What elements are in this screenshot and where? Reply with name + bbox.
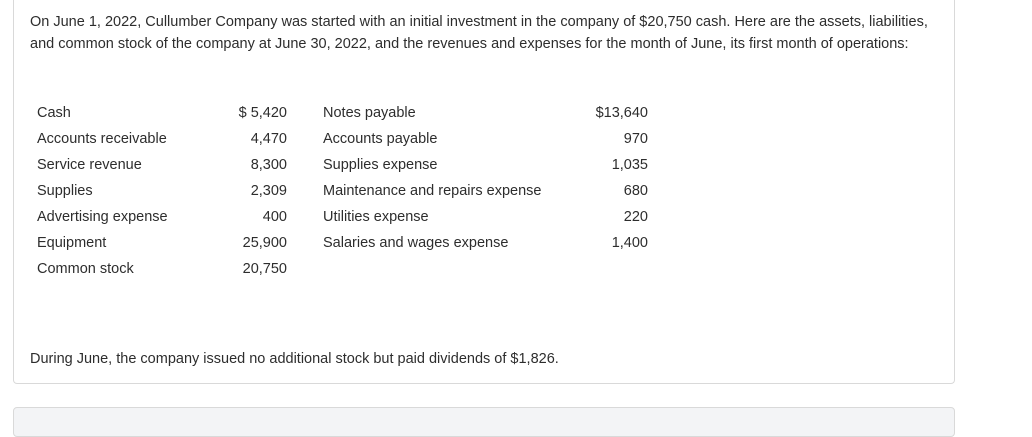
account-value: 25,900 xyxy=(242,235,287,251)
table-row xyxy=(37,178,648,204)
table-row xyxy=(37,126,648,152)
problem-card xyxy=(13,0,955,384)
table-row xyxy=(37,256,648,282)
problem-intro: On June 1, 2022, Cullumber Company was started with an initial investment in the company of $20,750 cash. Here are the assets, liabilities, and common stock of the company at June 30, 2022, and the revenues and expenses for the month of June, its first month of operations: xyxy=(30,14,928,52)
table-row xyxy=(37,100,648,126)
account-label: Common stock xyxy=(37,261,134,277)
account-value: 20,750 xyxy=(242,261,287,277)
account-value: 220 xyxy=(623,209,648,225)
account-label: Supplies expense xyxy=(323,157,438,173)
table-row xyxy=(37,152,648,178)
account-value: 1,400 xyxy=(611,235,648,251)
account-value: 970 xyxy=(623,131,648,147)
account-label: Cash xyxy=(37,105,71,121)
next-section-card xyxy=(13,407,955,437)
account-label: Advertising expense xyxy=(37,209,168,225)
account-value: $13,640 xyxy=(595,105,648,121)
account-value: 680 xyxy=(623,183,648,199)
account-label: Service revenue xyxy=(37,157,142,173)
account-label: Accounts payable xyxy=(323,131,438,147)
account-label: Utilities expense xyxy=(323,209,429,225)
account-value: 4,470 xyxy=(250,131,287,147)
account-value: 1,035 xyxy=(611,157,648,173)
account-balances-table xyxy=(37,100,648,282)
account-label: Maintenance and repairs expense xyxy=(323,183,542,199)
account-value: 400 xyxy=(262,209,287,225)
account-label xyxy=(323,256,573,282)
account-value xyxy=(573,256,648,282)
account-label: Supplies xyxy=(37,183,93,199)
account-label: Equipment xyxy=(37,235,107,251)
account-label: Notes payable xyxy=(323,105,416,121)
dividends-note: During June, the company issued no additional stock but paid dividends of $1,826. xyxy=(30,351,559,367)
account-label: Accounts receivable xyxy=(37,131,167,147)
account-value: $ 5,420 xyxy=(238,105,287,121)
account-label: Salaries and wages expense xyxy=(323,235,509,251)
account-value: 8,300 xyxy=(250,157,287,173)
table-row xyxy=(37,204,648,230)
account-value: 2,309 xyxy=(250,183,287,199)
table-row xyxy=(37,230,648,256)
